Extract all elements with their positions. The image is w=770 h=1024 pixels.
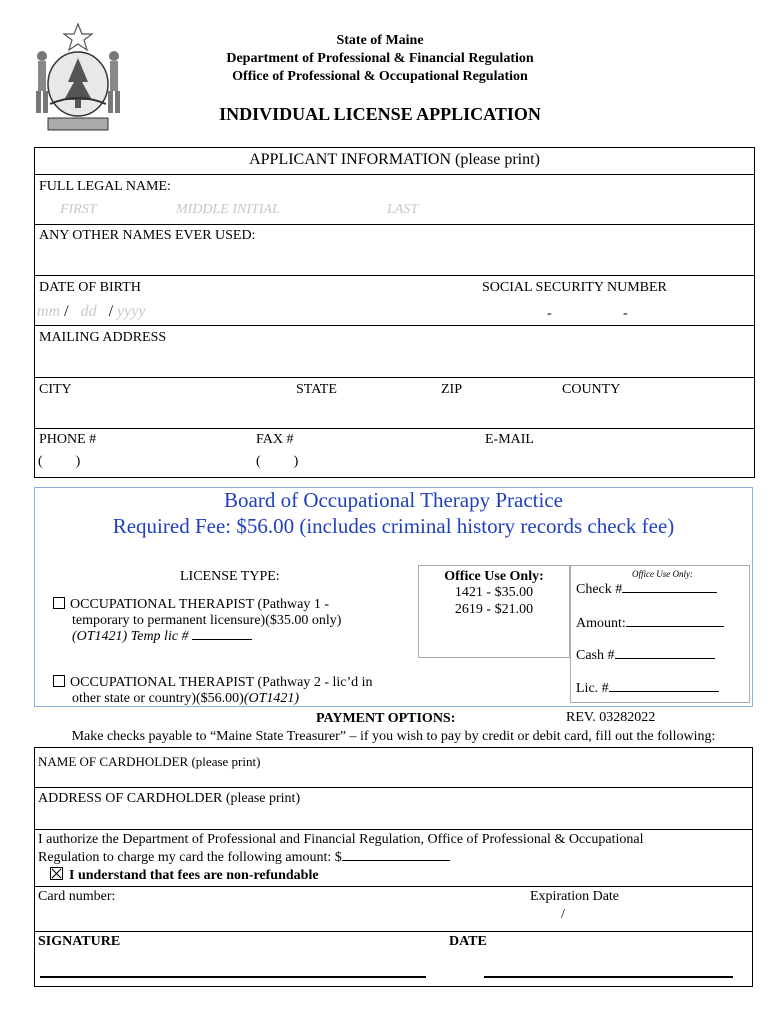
- option-2-line-1: OCCUPATIONAL THERAPIST (Pathway 2 - lic’d in: [70, 675, 373, 690]
- header-line-2: Department of Professional & Financial Regulation: [226, 51, 534, 66]
- license-option-pathway-2[interactable]: [53, 675, 413, 707]
- middle-initial-field[interactable]: MIDDLE INITIAL: [176, 202, 280, 217]
- state-field[interactable]: [294, 401, 434, 425]
- fax-paren-open: (: [256, 454, 261, 469]
- checkbox-icon[interactable]: [53, 597, 65, 609]
- signature-label: SIGNATURE: [38, 934, 121, 949]
- temp-license-label: Temp lic #: [127, 629, 193, 644]
- option-2-code: (OT1421): [243, 691, 300, 706]
- email-label: E-MAIL: [485, 432, 534, 447]
- office-use-small-title: Office Use Only:: [632, 569, 693, 579]
- office-code-2619: 2619 - $21.00: [454, 602, 534, 617]
- required-fee: Required Fee: $56.00 (includes criminal history records check fee): [112, 514, 675, 538]
- amount: Amount:: [576, 616, 724, 632]
- board-title: Board of Occupational Therapy Practice: [224, 488, 563, 512]
- fax-paren-close: ): [293, 454, 299, 469]
- payment-options-title: PAYMENT OPTIONS:: [316, 711, 456, 726]
- full-name-label: FULL LEGAL NAME:: [39, 179, 171, 194]
- other-names-field[interactable]: [36, 248, 752, 272]
- header-line-1: State of Maine: [336, 33, 424, 48]
- date-label: DATE: [449, 934, 487, 949]
- phone-field[interactable]: [38, 454, 238, 474]
- dob-year: yyyy: [117, 303, 146, 320]
- city-label: CITY: [39, 382, 72, 397]
- applicant-section-title: APPLICANT INFORMATION (please print): [249, 151, 540, 168]
- mailing-address-field[interactable]: [36, 350, 752, 374]
- option-1-line-1: OCCUPATIONAL THERAPIST (Pathway 1 -: [70, 597, 330, 612]
- ssn-label: SOCIAL SECURITY NUMBER: [482, 280, 667, 295]
- card-number-field[interactable]: [36, 906, 496, 928]
- dob-month: mm: [37, 303, 61, 320]
- state-label: STATE: [296, 382, 337, 397]
- checkbox-icon[interactable]: [53, 675, 65, 687]
- payment-instructions: Make checks payable to “Maine State Treasurer” – if you wish to pay by credit or debit card, fill out the following:: [71, 729, 716, 744]
- checked-box-icon[interactable]: [50, 867, 63, 880]
- authorization-line-2: Regulation to charge my card the following amount: $: [38, 850, 450, 866]
- authorization-line-1: I authorize the Department of Professional and Financial Regulation, Office of Professional & Occupational: [38, 832, 644, 847]
- fax-label: FAX #: [256, 432, 294, 447]
- temp-license-field[interactable]: [192, 639, 252, 640]
- zip-label: ZIP: [441, 382, 462, 397]
- ssn-dash-2: -: [623, 306, 628, 321]
- option-2-line-2: other state or country)($56.00): [72, 691, 244, 706]
- cardholder-name-label: NAME OF CARDHOLDER (please print): [38, 754, 261, 769]
- date-line[interactable]: [484, 976, 733, 978]
- ssn-field[interactable]: [482, 303, 682, 323]
- cardholder-address-field[interactable]: [36, 808, 751, 828]
- nonrefundable-acknowledgement[interactable]: I understand that fees are non-refundable: [50, 867, 319, 884]
- zip-field[interactable]: [439, 401, 554, 425]
- card-number-label: Card number:: [38, 889, 116, 904]
- revision-label: REV. 03282022: [566, 710, 656, 725]
- expiration-date-field[interactable]: [525, 906, 645, 928]
- mailing-address-label: MAILING ADDRESS: [39, 330, 167, 345]
- dob-separator: /: [64, 303, 69, 320]
- expiration-separator: /: [561, 907, 565, 922]
- last-name-field[interactable]: LAST: [387, 202, 419, 217]
- charge-amount-field[interactable]: [342, 860, 450, 861]
- option-1-line-2: temporary to permanent licensure)($35.00 only): [72, 613, 342, 628]
- license-number: Lic. #: [576, 681, 719, 697]
- license-option-pathway-1[interactable]: [53, 597, 403, 645]
- phone-paren-close: ): [75, 454, 81, 469]
- form-title: INDIVIDUAL LICENSE APPLICATION: [219, 104, 541, 124]
- cardholder-address-label: ADDRESS OF CARDHOLDER (please print): [38, 791, 301, 806]
- license-type-label: LICENSE TYPE:: [180, 569, 280, 584]
- city-field[interactable]: [36, 401, 286, 425]
- check-number: Check #: [576, 582, 717, 598]
- state-seal-logo: [28, 22, 128, 134]
- dob-label: DATE OF BIRTH: [39, 280, 141, 295]
- fax-field[interactable]: [256, 454, 456, 474]
- expiration-date-label: Expiration Date: [530, 889, 620, 904]
- phone-paren-open: (: [38, 454, 43, 469]
- header-line-3: Office of Professional & Occupational Regulation: [232, 69, 528, 84]
- option-1-code: (OT1421): [72, 629, 128, 644]
- cash-number: Cash #: [576, 648, 715, 664]
- signature-line[interactable]: [40, 976, 426, 978]
- phone-label: PHONE #: [39, 432, 97, 447]
- dob-field[interactable]: [37, 303, 145, 321]
- county-label: COUNTY: [562, 382, 621, 397]
- ssn-dash-1: -: [547, 306, 552, 321]
- email-field[interactable]: [484, 452, 750, 474]
- dob-day: dd: [80, 303, 97, 320]
- other-names-label: ANY OTHER NAMES EVER USED:: [39, 228, 256, 243]
- first-name-field[interactable]: FIRST: [60, 202, 97, 217]
- office-use-title: Office Use Only:: [444, 569, 544, 584]
- cardholder-name-field[interactable]: [36, 770, 751, 786]
- dob-separator: /: [108, 303, 114, 320]
- county-field[interactable]: [560, 401, 750, 425]
- office-code-1421: 1421 - $35.00: [454, 585, 534, 600]
